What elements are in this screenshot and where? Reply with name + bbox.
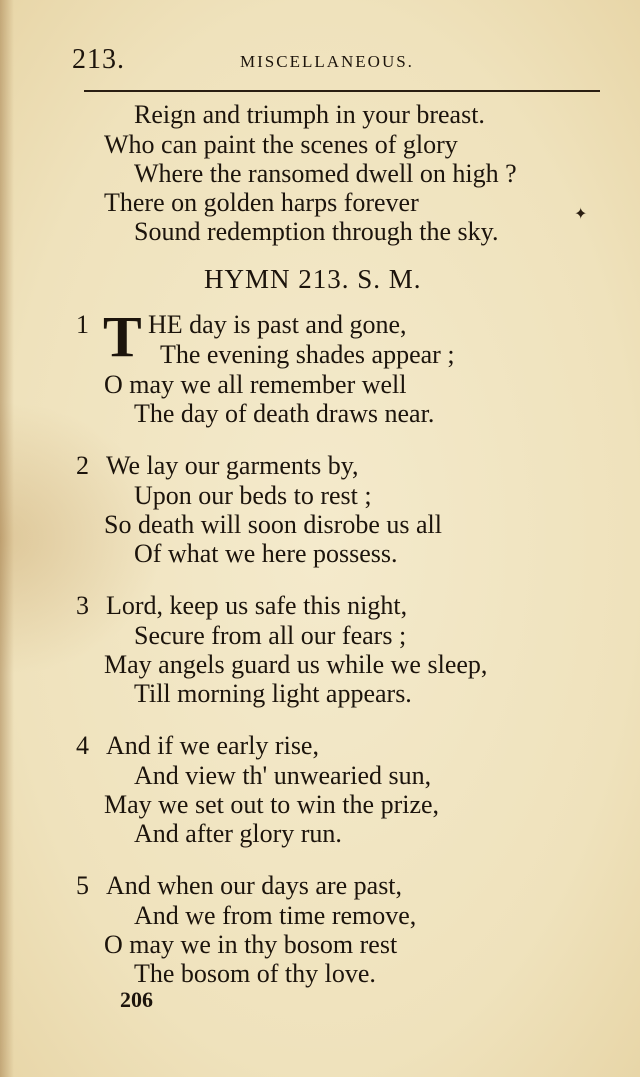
continuation-line: Where the ransomed dwell on high ? [134, 159, 517, 188]
signature-number: 206 [120, 987, 153, 1012]
verse-line: Upon our beds to rest ; [134, 481, 372, 510]
printer-mark-icon: ✦ [574, 204, 588, 223]
verse-line: Secure from all our fears ; [134, 621, 407, 650]
verse-line: The day of death draws near. [134, 399, 435, 428]
header-rule [84, 90, 600, 92]
verse-line: May angels guard us while we sleep, [104, 650, 488, 679]
verse-line: And view th' unwearied sun, [134, 761, 432, 790]
page-header [72, 44, 602, 84]
verse-line: The evening shades appear ; [160, 340, 455, 369]
continuation-line: There on golden harps forever [104, 188, 419, 217]
verse-line: And when our days are past, [106, 871, 403, 900]
verse-line: Of what we here possess. [134, 539, 398, 568]
verse-line: HE day is past and gone, [148, 310, 407, 339]
running-title: MISCELLANEOUS. [240, 52, 414, 71]
page-number: 213. [72, 44, 125, 75]
continuation-line: Sound redemption through the sky. [134, 217, 499, 246]
verse-line: May we set out to win the prize, [104, 790, 440, 819]
page-edge-shading [0, 0, 14, 1077]
stanza-number: 4 [76, 731, 89, 760]
verse-line: So death will soon disrobe us all [104, 510, 442, 539]
verse-line: And after glory run. [134, 819, 342, 848]
verse-line: Lord, keep us safe this night, [106, 591, 408, 620]
stanza-number: 1 [76, 310, 89, 339]
verse-line: We lay our garments by, [106, 451, 359, 480]
verse-line: Till morning light appears. [134, 679, 412, 708]
stanza-number: 2 [76, 451, 89, 480]
stanza-number: 3 [76, 591, 89, 620]
verse-line: O may we in thy bosom rest [104, 930, 398, 959]
verse-line: O may we all remember well [104, 370, 407, 399]
continuation-line: Reign and triumph in your breast. [134, 100, 485, 129]
stanza-number: 5 [76, 871, 89, 900]
verse-line: And we from time remove, [134, 901, 417, 930]
drop-cap: T [103, 304, 142, 369]
continuation-line: Who can paint the scenes of glory [104, 130, 458, 159]
verse-line: And if we early rise, [106, 731, 319, 760]
verse-line: The bosom of thy love. [134, 959, 376, 988]
hymn-title: HYMN 213. S. M. [204, 264, 422, 294]
